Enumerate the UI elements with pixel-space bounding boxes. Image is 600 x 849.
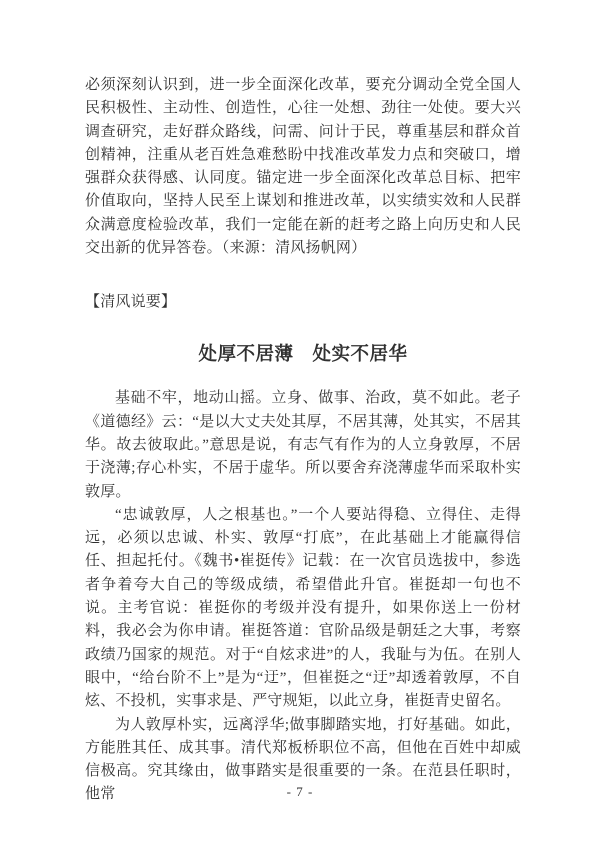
page-number: - 7 - bbox=[286, 784, 314, 799]
page-content bbox=[85, 74, 521, 807]
continuation-paragraph: 必须深刻认识到，进一步全面深化改革，要充分调动全党全国人民积极性、主动性、创造性，心往一处想、劲往一处使。要大兴调查研究，走好群众路线，问需、问计于民，尊重基层和群众首创精神，注重从老百姓急难愁盼中找准改革发力点和突破口，增强群众获得感、认同度。锚定进一步全面深化改革总目标、把牢价值取向，坚持人民至上谋划和推进改革，以实绩实效和人民群众满意度检验改革，我们一定能在新的赶考之路上向历史和人民交出新的优异答卷。（来源：清风扬帆网） bbox=[85, 77, 521, 257]
article-body bbox=[85, 387, 521, 806]
article-paragraph: “忠诚敦厚，人之根基也。”一个人要站得稳、立得住、走得远，必须以忠诚、朴实、敦厚“打底”，在此基础上才能赢得信任、担起托付。《魏书•崔挺传》记载：在一次官员选拔中，参选者争着夸大自己的等级成绩，希望借此升官。崔挺却一句也不说。主考官说：崔挺你的考级并没有提升，如果你送上一份材料，我必会为你申请。崔挺答道：官阶品级是朝廷之大事，考察政绩乃国家的规范。对于“自炫求进”的人，我耻与为伍。在别人眼中，“给台阶不上”是为“迂”，但崔挺之“迂”却透着敦厚，不自炫、不投机，实事求是、严守规矩，以此立身，崔挺青史留名。 bbox=[85, 506, 521, 710]
section-header: 【清风说要】 bbox=[85, 294, 177, 311]
article-paragraph: 为人敦厚朴实，远离浮华;做事脚踏实地，打好基础。如此，方能胜其任、成其事。清代郑板桥职位不高，但他在百姓中却威信极高。究其缘由，做事踏实是很重要的一条。在范县任职时，他常 bbox=[85, 716, 521, 803]
article-paragraph: 基础不牢，地动山摇。立身、做事、治政，莫不如此。老子《道德经》云：“是以大丈夫处其厚，不居其薄，处其实，不居其华。故去彼取此。”意思是说，有志气有作为的人立身敦厚，不居于浇薄;存心朴实，不居于虚华。所以要舍弃浇薄虚华而采取朴实敦厚。 bbox=[85, 390, 521, 500]
article-title: 处厚不居薄 处实不居华 bbox=[198, 345, 408, 366]
